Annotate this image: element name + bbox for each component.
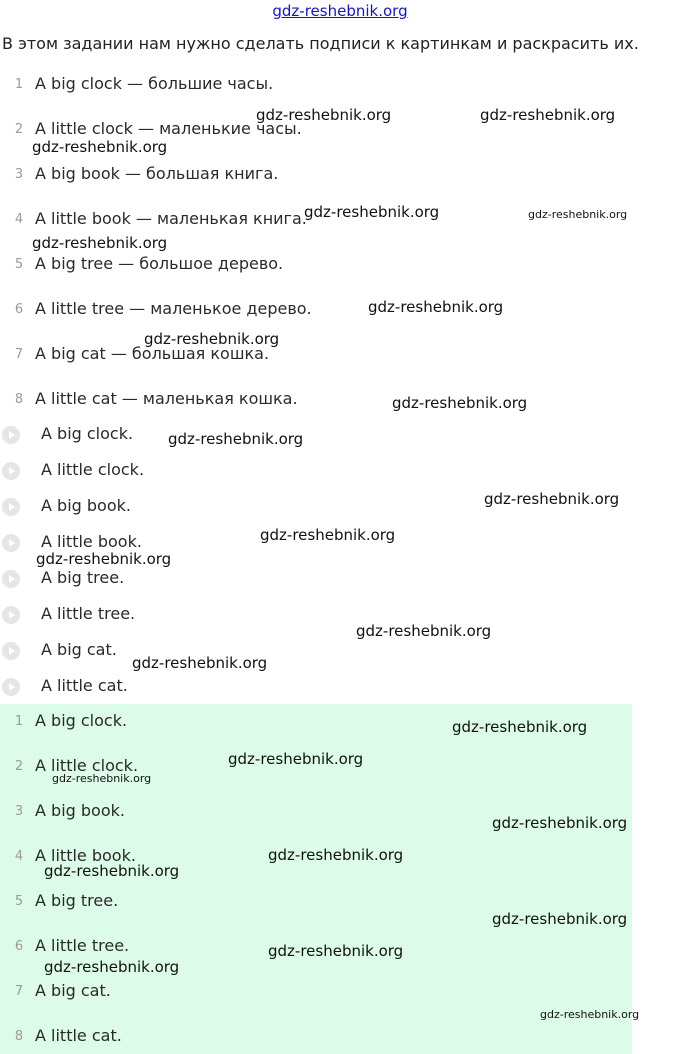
watermark: gdz-reshebnik.org <box>368 298 504 316</box>
item-text: A big cat — большая кошка. <box>35 344 270 363</box>
watermark: gdz-reshebnik.org <box>44 958 180 976</box>
item-text: A big book. <box>35 801 125 820</box>
watermark: gdz-reshebnik.org <box>132 654 268 672</box>
play-icon[interactable] <box>2 426 20 444</box>
watermark: gdz-reshebnik.org <box>268 846 404 864</box>
audio-item-text: A little tree. <box>41 604 136 623</box>
play-icon[interactable] <box>2 534 20 552</box>
item-number: 6 <box>14 302 24 317</box>
watermark: gdz-reshebnik.org <box>268 942 404 960</box>
item-text: A big book — большая книга. <box>35 164 279 183</box>
watermark: gdz-reshebnik.org <box>168 430 304 448</box>
item-number: 2 <box>14 759 24 774</box>
item-text: A big tree — большое дерево. <box>35 254 284 273</box>
audio-item-text: A big cat. <box>41 640 117 659</box>
item-text: A little tree. <box>35 936 130 955</box>
item-number: 7 <box>14 984 24 999</box>
watermark: gdz-reshebnik.org <box>144 330 280 348</box>
play-icon[interactable] <box>2 606 20 624</box>
item-text: A big cat. <box>35 981 111 1000</box>
item-text: A little tree — маленькое дерево. <box>35 299 312 318</box>
watermark: gdz-reshebnik.org <box>44 862 180 880</box>
item-text: A little book. <box>35 846 136 865</box>
item-text: A big clock. <box>35 711 128 730</box>
item-number: 3 <box>14 167 24 182</box>
item-number: 6 <box>14 939 24 954</box>
play-icon[interactable] <box>2 462 20 480</box>
audio-item-text: A little cat. <box>41 676 128 695</box>
watermark: gdz-reshebnik.org <box>32 138 168 156</box>
item-number: 2 <box>14 122 24 137</box>
item-number: 5 <box>14 894 24 909</box>
watermark: gdz-reshebnik.org <box>540 1008 640 1021</box>
item-number: 1 <box>14 77 24 92</box>
watermark: gdz-reshebnik.org <box>228 750 364 768</box>
item-text: A big tree. <box>35 891 119 910</box>
watermark: gdz-reshebnik.org <box>452 718 588 736</box>
watermark: gdz-reshebnik.org <box>528 208 628 221</box>
item-text: A little clock. <box>35 756 139 775</box>
audio-item-text: A big clock. <box>41 424 134 443</box>
watermark: gdz-reshebnik.org <box>256 106 392 124</box>
watermark: gdz-reshebnik.org <box>260 526 396 544</box>
watermark: gdz-reshebnik.org <box>392 394 528 412</box>
watermark: gdz-reshebnik.org <box>492 910 628 928</box>
play-icon[interactable] <box>2 498 20 516</box>
audio-item-text: A little book. <box>41 532 142 551</box>
item-number: 4 <box>14 212 24 227</box>
watermark: gdz-reshebnik.org <box>32 234 168 252</box>
item-number: 5 <box>14 257 24 272</box>
watermark: gdz-reshebnik.org <box>484 490 620 508</box>
item-text: A big clock — большие часы. <box>35 74 274 93</box>
item-number: 7 <box>14 347 24 362</box>
play-icon[interactable] <box>2 642 20 660</box>
audio-item-text: A big tree. <box>41 568 125 587</box>
item-number: 8 <box>14 392 24 407</box>
play-icon[interactable] <box>2 678 20 696</box>
item-number: 1 <box>14 714 24 729</box>
watermark: gdz-reshebnik.org <box>480 106 616 124</box>
site-header-link[interactable]: gdz-reshebnik.org <box>272 2 408 20</box>
watermark: gdz-reshebnik.org <box>36 550 172 568</box>
watermark: gdz-reshebnik.org <box>492 814 628 832</box>
item-number: 8 <box>14 1029 24 1044</box>
item-text: A little book — маленькая книга. <box>35 209 307 228</box>
item-text: A little cat. <box>35 1026 122 1045</box>
audio-item-text: A big book. <box>41 496 131 515</box>
play-icon[interactable] <box>2 570 20 588</box>
item-number: 4 <box>14 849 24 864</box>
item-text: A little clock — маленькие часы. <box>35 119 302 138</box>
task-intro: В этом задании нам нужно сделать подписи к картинкам и раскрасить их. <box>2 34 639 53</box>
watermark: gdz-reshebnik.org <box>304 203 440 221</box>
watermark: gdz-reshebnik.org <box>356 622 492 640</box>
watermark: gdz-reshebnik.org <box>52 772 152 785</box>
audio-item-text: A little clock. <box>41 460 145 479</box>
item-number: 3 <box>14 804 24 819</box>
item-text: A little cat — маленькая кошка. <box>35 389 298 408</box>
